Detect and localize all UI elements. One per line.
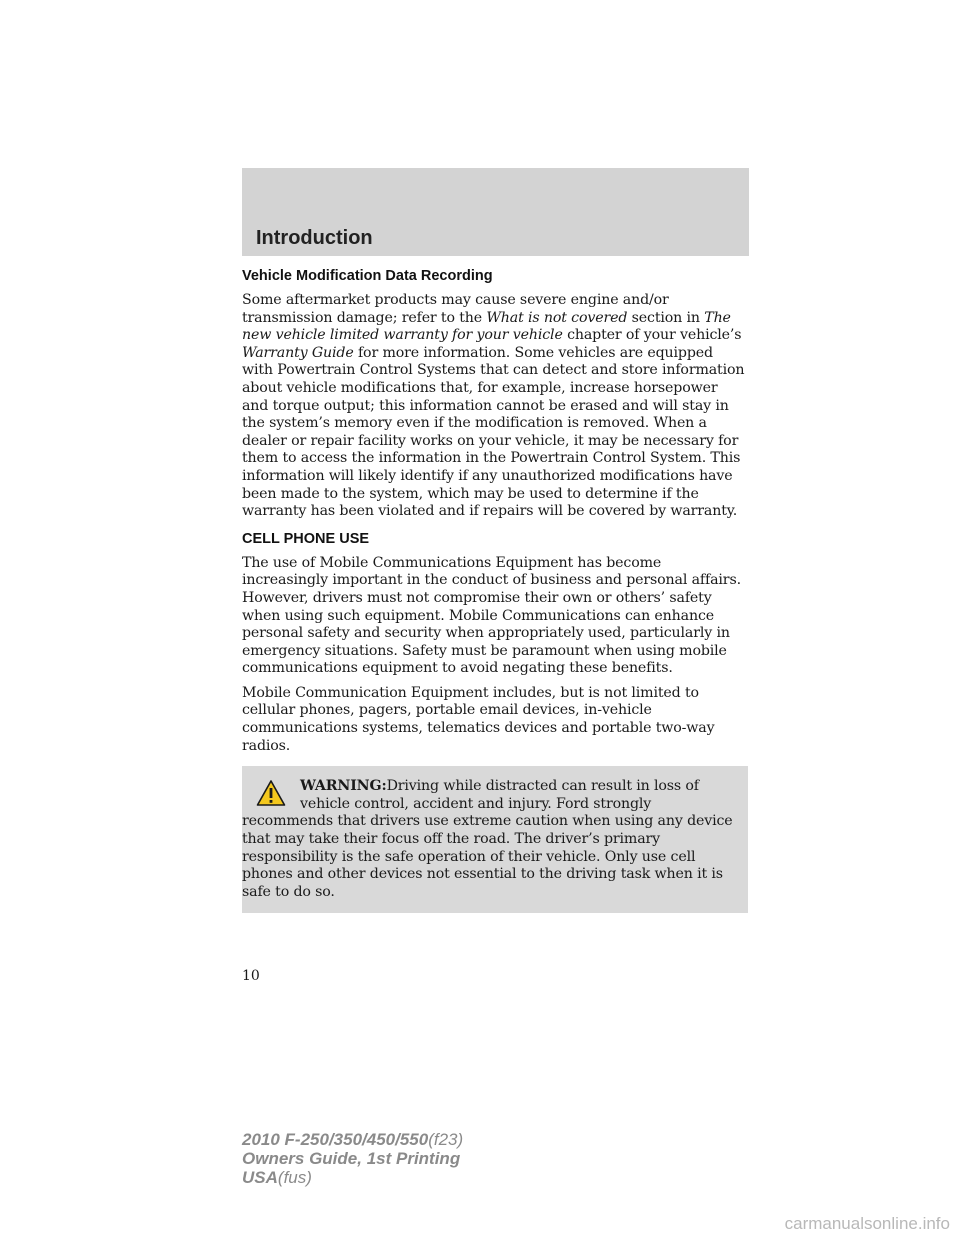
para-text: chapter of your vehicle’s (562, 327, 742, 344)
vehicle-modification-heading: Vehicle Modification Data Recording (242, 268, 493, 284)
page-number: 10 (242, 968, 260, 984)
warranty-reference: The new vehicle limited warranty for your vehicle (242, 309, 731, 344)
footer-model: 2010 F-250/350/450/550 (242, 1130, 429, 1149)
print-footer (242, 1130, 463, 1187)
warning-text: Driving while distracted can result in loss of vehicle control, accident and injury. Ford strongly recommends that drivers use extreme caution when using any device that may take their focus off the road. The driver’s primary responsibility is the safe operation of their vehicle. Only use cell phones and other devices not essential to the driving task when it is safe to do so. (242, 778, 733, 900)
cell-phone-paragraph-1: The use of Mobile Communications Equipment has become increasingly important in the conduct of business and personal affairs. However, drivers must not compromise their own or others’ safety when using such equipment. Mobile Communications can enhance personal safety and security when appropriately used, particularly in emergency situations. Safety must be paramount when using mobile communications equipment to avoid negating these benefits. (242, 554, 741, 677)
warranty-reference: Warranty Guide (242, 344, 354, 361)
footer-guide-line: Owners Guide, 1st Printing (242, 1149, 461, 1168)
section-title: Introduction (256, 227, 373, 249)
warranty-reference: What is not covered (486, 309, 628, 326)
para-text: section in (627, 309, 705, 326)
footer-region: USA (242, 1168, 278, 1187)
para-text: Some aftermarket products may cause severe engine and/or transmission damage; refer to the (242, 292, 669, 326)
cell-phone-paragraph-2: Mobile Communication Equipment includes, but is not limited to cellular phones, pagers, portable email devices, in-vehicle communications systems, telematics devices and portable two-way radios. (242, 684, 715, 754)
footer-model-line (242, 1130, 463, 1149)
section-header-band (242, 168, 749, 256)
warning-label: WARNING: (300, 778, 387, 795)
footer-model-code: (f23) (428, 1130, 464, 1149)
warning-box (242, 766, 748, 913)
footer-region-line (242, 1168, 463, 1187)
page-content (242, 266, 748, 913)
footer-region-code: (fus) (277, 1168, 312, 1187)
warning-triangle-icon (256, 779, 286, 807)
para-text: for more information. Some vehicles are equipped with Powertrain Control Systems that can detect and store information about vehicle modifications that, for example, increase horsepower and torque output; this information cannot be erased and will stay in the system’s memory even if the modification is removed. When a dealer or repair facility works on your vehicle, it may be necessary for them to access the information in the Powertrain Control System. This information will likely identify if any unauthorized modifications have been made to the system, which may be used to determine if the warranty has been violated and if repairs will be covered by warranty. (242, 344, 745, 520)
watermark: carmanualsonline.info (784, 1214, 950, 1233)
cell-phone-use-heading: CELL PHONE USE (242, 530, 370, 547)
vehicle-modification-paragraph (242, 292, 748, 521)
